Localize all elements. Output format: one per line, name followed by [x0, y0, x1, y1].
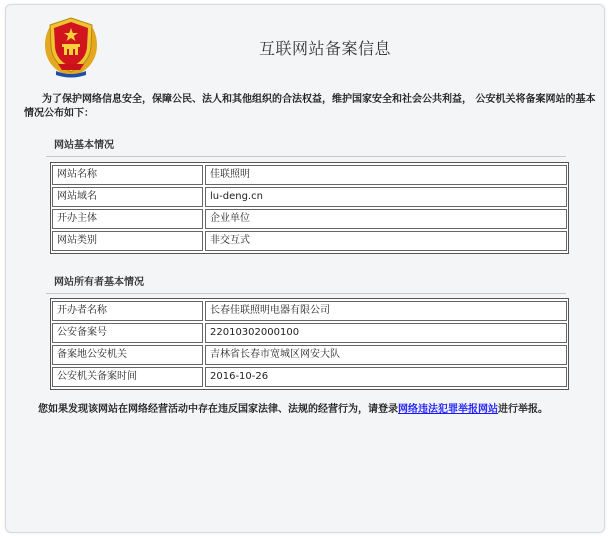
row-value: 2016-10-26: [205, 367, 567, 387]
table-row: [52, 209, 567, 229]
intro-text: 为了保护网络信息安全，保障公民、法人和其他组织的合法权益，维护国家安全和社会公共利益， 公安机关将备案网站的基本情况公布如下：: [24, 94, 596, 119]
row-value: 长春佳联照明电器有限公司: [205, 301, 567, 321]
record-info-panel: [5, 4, 605, 533]
owner-section-title: 网站所有者基本情况: [54, 277, 144, 288]
site-section-title: 网站基本情况: [54, 140, 114, 151]
row-label: 公安机关备案时间: [52, 367, 203, 387]
section-divider: [46, 293, 566, 294]
row-label: 网站域名: [52, 187, 203, 207]
row-value: 22010302000100: [205, 323, 567, 343]
table-row: [52, 345, 567, 365]
table-row: [52, 301, 567, 321]
row-value: 企业单位: [205, 209, 567, 229]
section-divider: [46, 156, 566, 157]
report-notice: [38, 400, 548, 415]
row-label: 网站名称: [52, 165, 203, 185]
table-row: [52, 187, 567, 207]
table-row: [52, 165, 567, 185]
report-site-link[interactable]: 网络违法犯罪举报网站: [398, 404, 498, 415]
table-row: [52, 231, 567, 251]
row-label: 开办者名称: [52, 301, 203, 321]
table-row: [52, 323, 567, 343]
report-notice-text: 您如果发现该网站在网络经营活动中存在违反国家法律、法规的经营行为，请登录: [38, 404, 398, 415]
row-value: 吉林省长春市宽城区网安大队: [205, 345, 567, 365]
row-label: 公安备案号: [52, 323, 203, 343]
table-row: [52, 367, 567, 387]
row-label: 备案地公安机关: [52, 345, 203, 365]
row-value: 非交互式: [205, 231, 567, 251]
row-value: 佳联照明: [205, 165, 567, 185]
owner-info-table: [50, 298, 569, 390]
site-info-table: [50, 162, 569, 254]
row-value: lu-deng.cn: [205, 187, 567, 207]
row-label: 网站类别: [52, 231, 203, 251]
row-label: 开办主体: [52, 209, 203, 229]
report-notice-suffix: 进行举报。: [498, 404, 548, 415]
page-title: 互联网站备案信息: [258, 39, 391, 58]
